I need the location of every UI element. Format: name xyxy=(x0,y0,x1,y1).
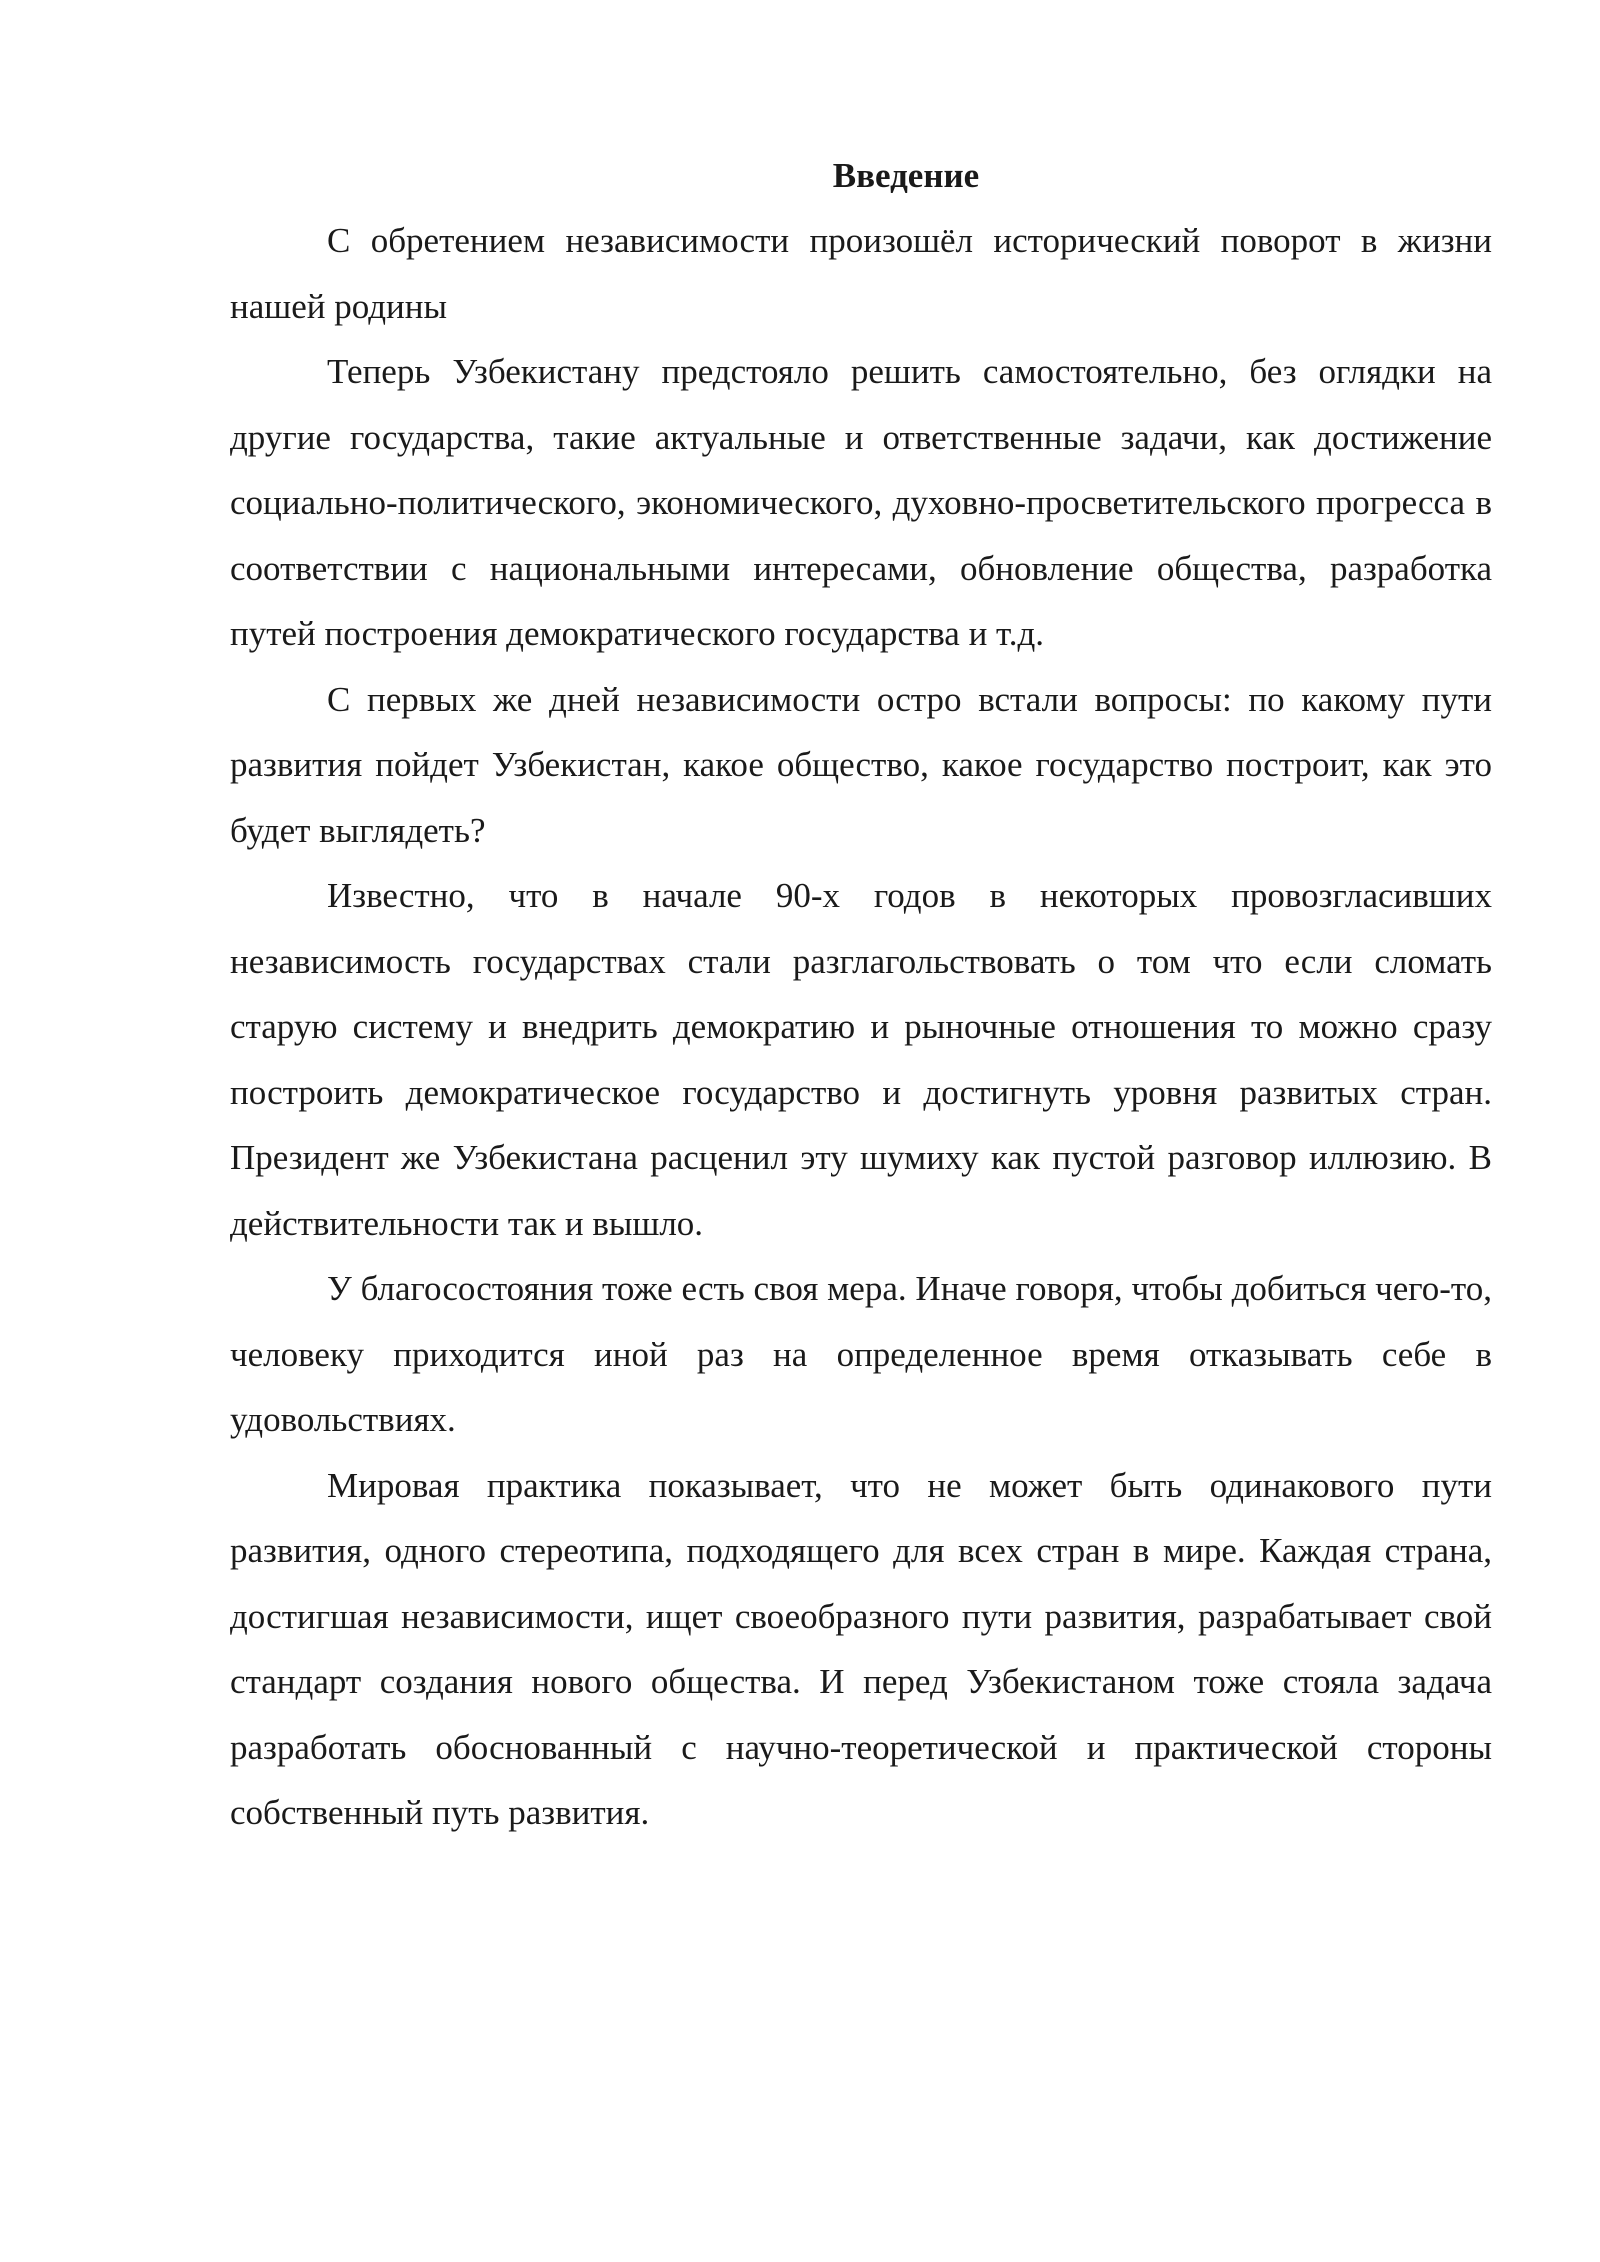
paragraph: Известно, что в начале 90-х годов в некоторых провозгласивших независимость государствах стали разглагольствовать о том что если сломать старую систему и внедрить демократию и рыночные отношения то можно сразу построить демократическое государство и достигнуть уровня развитых стран. Президент же Узбекистана расценил эту шумиху как пустой разговор иллюзию. В действительности так и вышло. xyxy=(230,876,1492,1243)
paragraph: С обретением независимости произошёл исторический поворот в жизни нашей родины xyxy=(230,221,1492,326)
document-title: Введение xyxy=(832,156,980,195)
paragraph: С первых же дней независимости остро встали вопросы: по какому пути развития пойдет Узбекистан, какое общество, какое государство построит, как это будет выглядеть? xyxy=(230,679,1492,850)
paragraph: У благосостояния тоже есть своя мера. Иначе говоря, чтобы добиться чего-то, человеку приходится иной раз на определенное время отказывать себе в удовольствиях. xyxy=(230,1269,1492,1439)
paragraph: Мировая практика показывает, что не может быть одинакового пути развития, одного стереотипа, подходящего для всех стран в мире. Каждая страна, достигшая независимости, ищет своеобразного пути развития, разрабатывает свой стандарт создания нового общества. И перед Узбекистаном тоже стояла задача разработать обоснованный с научно-теоретической и практической стороны собственный путь развития. xyxy=(230,1465,1492,1832)
document-body xyxy=(230,150,1492,1846)
paragraph: Теперь Узбекистану предстояло решить самостоятельно, без оглядки на другие государства, такие актуальные и ответственные задачи, как достижение социально-политического, экономического, духовно-просветительского прогресса в соответствии с национальными интересами, обновление общества, разработка путей построения демократического государства и т.д. xyxy=(230,352,1492,653)
